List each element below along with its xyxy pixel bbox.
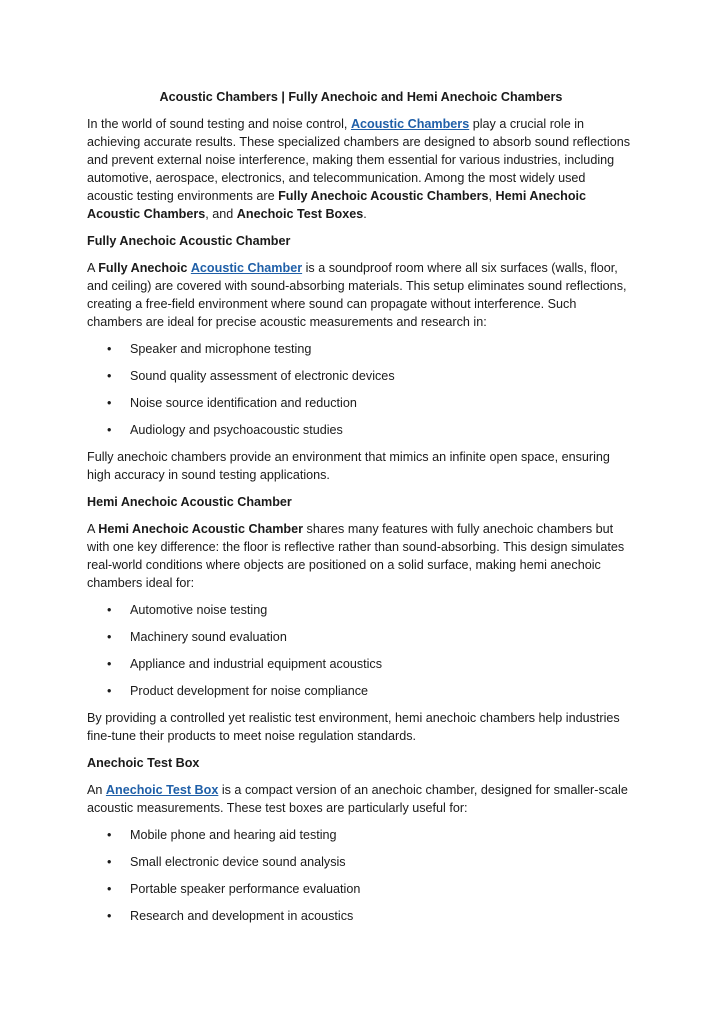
hemi-anechoic-paragraph bbox=[87, 520, 635, 592]
text-run: In the world of sound testing and noise control, bbox=[87, 117, 351, 131]
list-item-text: Audiology and psychoacoustic studies bbox=[130, 423, 343, 437]
text-run: . bbox=[363, 207, 367, 221]
bullet-icon: • bbox=[107, 630, 112, 644]
list-item bbox=[87, 421, 635, 439]
text-run: is a compact version of an anechoic chamber, designed for smaller-scale acoustic measurements. These test boxes are particularly useful for: bbox=[87, 783, 628, 815]
bullet-icon: • bbox=[107, 909, 112, 923]
page-title: Acoustic Chambers | Fully Anechoic and Hemi Anechoic Chambers bbox=[159, 90, 563, 104]
list-item bbox=[87, 367, 635, 385]
list-item-text: Small electronic device sound analysis bbox=[130, 855, 346, 869]
list-item-text: Portable speaker performance evaluation bbox=[130, 882, 361, 896]
bold-text: Hemi Anechoic Acoustic Chamber bbox=[98, 522, 304, 536]
list-item-text: Appliance and industrial equipment acoustics bbox=[130, 657, 383, 671]
list-item-text: Research and development in acoustics bbox=[130, 909, 354, 923]
text-run: , and bbox=[205, 207, 237, 221]
list-item-text: Mobile phone and hearing aid testing bbox=[130, 828, 337, 842]
list-item-text: Machinery sound evaluation bbox=[130, 630, 287, 644]
text-run: A bbox=[87, 261, 99, 275]
bullet-icon: • bbox=[107, 855, 112, 869]
acoustic-chamber-link[interactable]: Acoustic Chamber bbox=[190, 261, 303, 275]
text-run: play a crucial role in achieving accurate results. These specialized chambers are designed to absorb sound reflections and prevent external noise interference, making them essential for various industries, including automotive, aerospace, electronics, and telecommunication. Among the most widely used acoustic testing environments are bbox=[87, 117, 631, 203]
list-item bbox=[87, 655, 635, 673]
text-run: shares many features with fully anechoic chambers but with one key difference: the floor is reflective rather than sound-absorbing. This design simulates real-world conditions where objects are positioned on a solid surface, making hemi anechoic chambers ideal for: bbox=[87, 522, 625, 590]
list-item-text: Product development for noise compliance bbox=[130, 684, 369, 698]
bullet-icon: • bbox=[107, 369, 112, 383]
bullet-icon: • bbox=[107, 882, 112, 896]
anechoic-test-box-link[interactable]: Anechoic Test Box bbox=[105, 783, 219, 797]
bold-text: Hemi Anechoic Acoustic Chambers bbox=[87, 189, 587, 221]
bullet-icon: • bbox=[107, 342, 112, 356]
bullet-icon: • bbox=[107, 423, 112, 437]
list-item bbox=[87, 628, 635, 646]
hemi-anechoic-summary: By providing a controlled yet realistic test environment, hemi anechoic chambers help industries fine-tune their products to meet noise regulation standards. bbox=[87, 711, 620, 743]
bold-text: Anechoic Test Boxes bbox=[236, 207, 364, 221]
list-item bbox=[87, 340, 635, 358]
section-heading-hemi-anechoic: Hemi Anechoic Acoustic Chamber bbox=[87, 495, 292, 509]
list-item bbox=[87, 682, 635, 700]
list-item-text: Noise source identification and reduction bbox=[130, 396, 357, 410]
test-box-list bbox=[87, 826, 635, 925]
bullet-icon: • bbox=[107, 657, 112, 671]
list-item bbox=[87, 826, 635, 844]
hemi-anechoic-list bbox=[87, 601, 635, 700]
section-heading-test-box: Anechoic Test Box bbox=[87, 756, 200, 770]
bullet-icon: • bbox=[107, 396, 112, 410]
text-run: is a soundproof room where all six surfaces (walls, floor, and ceiling) are covered with sound-absorbing materials. This setup eliminates sound reflections, creating a free-field environment where sound can propagate without interference. Such chambers are ideal for precise acoustic measurements and research in: bbox=[87, 261, 627, 329]
list-item bbox=[87, 853, 635, 871]
list-item-text: Sound quality assessment of electronic devices bbox=[130, 369, 395, 383]
fully-anechoic-list bbox=[87, 340, 635, 439]
list-item-text: Automotive noise testing bbox=[130, 603, 268, 617]
bullet-icon: • bbox=[107, 603, 112, 617]
text-run: , bbox=[488, 189, 496, 203]
section-heading-fully-anechoic: Fully Anechoic Acoustic Chamber bbox=[87, 234, 291, 248]
list-item bbox=[87, 880, 635, 898]
intro-paragraph bbox=[87, 115, 635, 223]
list-item bbox=[87, 394, 635, 412]
text-run: A bbox=[87, 522, 99, 536]
document-body bbox=[87, 88, 635, 934]
list-item bbox=[87, 907, 635, 925]
acoustic-chambers-link[interactable]: Acoustic Chambers bbox=[350, 117, 470, 131]
test-box-paragraph bbox=[87, 781, 635, 817]
list-item-text: Speaker and microphone testing bbox=[130, 342, 312, 356]
bullet-icon: • bbox=[107, 684, 112, 698]
fully-anechoic-summary: Fully anechoic chambers provide an environment that mimics an infinite open space, ensuring high accuracy in sound testing applications. bbox=[87, 450, 610, 482]
bold-text: Fully Anechoic Acoustic Chambers bbox=[278, 189, 489, 203]
bold-text: Fully Anechoic bbox=[98, 261, 188, 275]
list-item bbox=[87, 601, 635, 619]
fully-anechoic-paragraph bbox=[87, 259, 635, 331]
text-run: An bbox=[87, 783, 106, 797]
bullet-icon: • bbox=[107, 828, 112, 842]
